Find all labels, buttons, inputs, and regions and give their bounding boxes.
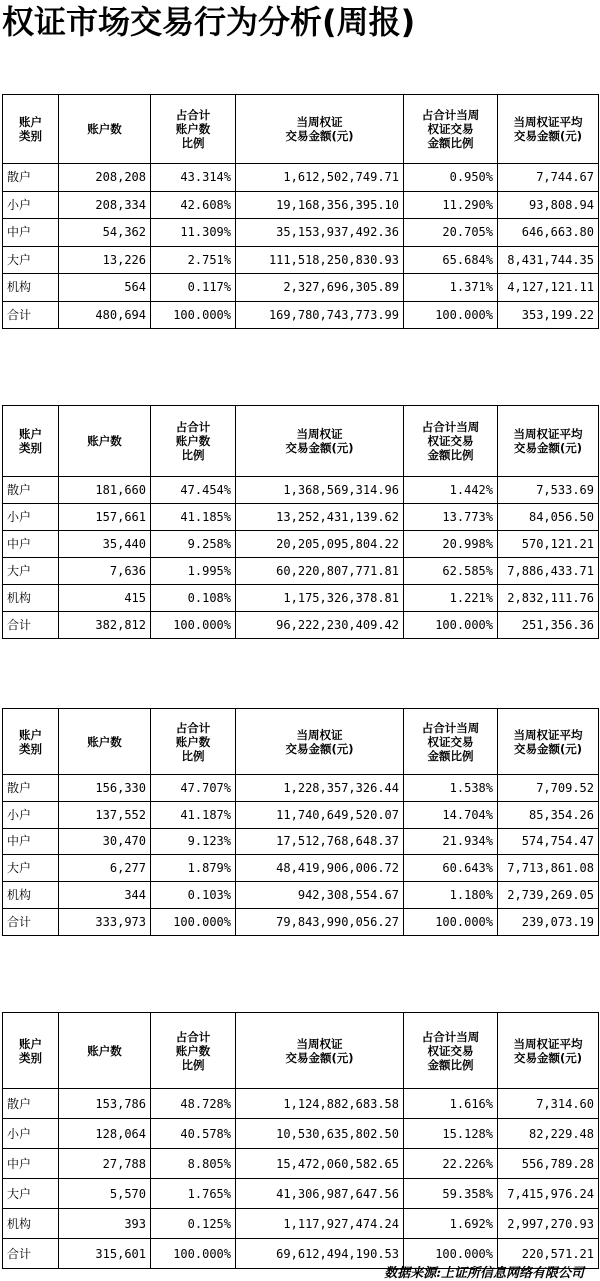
header-line: 当周权证: [296, 1036, 343, 1051]
header-line: 账户数: [175, 734, 211, 749]
cell-avg-amount: 7,713,861.08: [498, 855, 599, 882]
cell-avg-amount: 4,127,121.11: [498, 274, 599, 302]
table-row: [3, 191, 599, 219]
cell-account-count: 156,330: [59, 775, 151, 802]
table-row: [3, 1209, 599, 1239]
cell-account-count: 415: [59, 585, 151, 612]
header-line: 账户数: [87, 1043, 122, 1058]
cell-amount-ratio: 11.290%: [404, 191, 498, 219]
cell-avg-amount: 85,354.26: [498, 801, 599, 828]
header-account-type: [3, 406, 59, 477]
cell-trade-amount: 35,153,937,492.36: [236, 219, 404, 247]
cell-account-ratio: 2.751%: [151, 246, 236, 274]
cell-account-ratio: 11.309%: [151, 219, 236, 247]
cell-trade-amount: 17,512,768,648.37: [236, 828, 404, 855]
header-line: 账户: [19, 1036, 42, 1051]
cell-trade-amount: 2,327,696,305.89: [236, 274, 404, 302]
header-line: 占合计: [175, 420, 211, 434]
cell-account-count: 5,570: [59, 1179, 151, 1209]
table-row: [3, 612, 599, 639]
header-line: 权证交易: [427, 434, 474, 448]
table-row: [3, 274, 599, 302]
weekly-table-1: [2, 94, 599, 329]
header-avg-amount: [498, 95, 599, 164]
cell-account-type: 中户: [3, 219, 59, 247]
header-account-ratio: [151, 1013, 236, 1089]
cell-account-count: 480,694: [59, 301, 151, 329]
cell-avg-amount: 8,431,744.35: [498, 246, 599, 274]
header-account-type: [3, 1013, 59, 1089]
cell-account-type: 小户: [3, 1119, 59, 1149]
cell-account-type: 合计: [3, 301, 59, 329]
cell-account-ratio: 40.578%: [151, 1119, 236, 1149]
header-account-ratio: [151, 406, 236, 477]
cell-avg-amount: 7,415,976.24: [498, 1179, 599, 1209]
header-line: 账户数: [87, 122, 122, 136]
cell-amount-ratio: 1.538%: [404, 775, 498, 802]
weekly-table-4: [2, 1012, 599, 1269]
table-row: [3, 775, 599, 802]
cell-trade-amount: 19,168,356,395.10: [236, 191, 404, 219]
header-line: 账户数: [87, 734, 122, 749]
cell-avg-amount: 7,709.52: [498, 775, 599, 802]
cell-account-ratio: 100.000%: [151, 1239, 236, 1269]
header-line: 账户: [19, 727, 42, 742]
cell-trade-amount: 13,252,431,139.62: [236, 504, 404, 531]
header-line: 金额比例: [427, 1057, 474, 1072]
header-line: 账户数: [87, 434, 122, 448]
cell-avg-amount: 239,073.19: [498, 908, 599, 935]
cell-account-ratio: 0.117%: [151, 274, 236, 302]
cell-account-ratio: 47.707%: [151, 775, 236, 802]
cell-trade-amount: 1,612,502,749.71: [236, 164, 404, 192]
cell-account-type: 小户: [3, 504, 59, 531]
cell-account-type: 合计: [3, 1239, 59, 1269]
cell-account-type: 中户: [3, 828, 59, 855]
cell-trade-amount: 1,175,326,378.81: [236, 585, 404, 612]
header-line: 占合计: [175, 1029, 211, 1044]
table-row: [3, 301, 599, 329]
header-line: 比例: [181, 748, 205, 763]
cell-account-type: 散户: [3, 1089, 59, 1119]
cell-account-ratio: 43.314%: [151, 164, 236, 192]
header-trade-amount: [236, 406, 404, 477]
header-line: 金额比例: [427, 136, 474, 150]
header-avg-amount: [498, 709, 599, 775]
cell-account-ratio: 1.995%: [151, 558, 236, 585]
cell-account-type: 散户: [3, 775, 59, 802]
header-line: 占合计: [175, 720, 211, 735]
cell-avg-amount: 2,997,270.93: [498, 1209, 599, 1239]
table-row: [3, 801, 599, 828]
cell-amount-ratio: 20.998%: [404, 531, 498, 558]
cell-account-count: 344: [59, 882, 151, 909]
table-row: [3, 558, 599, 585]
header-line: 类别: [19, 129, 42, 143]
cell-account-count: 393: [59, 1209, 151, 1239]
cell-account-count: 7,636: [59, 558, 151, 585]
header-line: 账户数: [175, 122, 211, 136]
cell-account-count: 208,334: [59, 191, 151, 219]
table-row: [3, 504, 599, 531]
header-line: 当周权证平均: [513, 427, 583, 441]
weekly-table-2: [2, 405, 599, 639]
cell-amount-ratio: 59.358%: [404, 1179, 498, 1209]
cell-account-type: 机构: [3, 274, 59, 302]
cell-trade-amount: 111,518,250,830.93: [236, 246, 404, 274]
cell-account-count: 153,786: [59, 1089, 151, 1119]
cell-account-type: 中户: [3, 531, 59, 558]
cell-account-ratio: 8.805%: [151, 1149, 236, 1179]
cell-trade-amount: 48,419,906,006.72: [236, 855, 404, 882]
cell-account-count: 27,788: [59, 1149, 151, 1179]
header-line: 类别: [19, 1050, 42, 1065]
header-line: 交易金额(元): [513, 441, 582, 455]
header-line: 交易金额(元): [513, 1050, 582, 1065]
cell-account-count: 35,440: [59, 531, 151, 558]
header-line: 金额比例: [427, 748, 474, 763]
header-line: 类别: [19, 741, 42, 756]
cell-account-type: 合计: [3, 908, 59, 935]
cell-account-count: 30,470: [59, 828, 151, 855]
cell-amount-ratio: 60.643%: [404, 855, 498, 882]
cell-amount-ratio: 62.585%: [404, 558, 498, 585]
cell-trade-amount: 169,780,743,773.99: [236, 301, 404, 329]
cell-amount-ratio: 1.692%: [404, 1209, 498, 1239]
cell-account-type: 大户: [3, 1179, 59, 1209]
header-line: 交易金额(元): [285, 441, 354, 455]
header-avg-amount: [498, 1013, 599, 1089]
cell-avg-amount: 251,356.36: [498, 612, 599, 639]
cell-account-ratio: 48.728%: [151, 1089, 236, 1119]
cell-account-count: 13,226: [59, 246, 151, 274]
cell-trade-amount: 15,472,060,582.65: [236, 1149, 404, 1179]
header-account-type: [3, 709, 59, 775]
header-line: 当周权证平均: [513, 727, 583, 742]
cell-account-ratio: 100.000%: [151, 301, 236, 329]
cell-account-type: 小户: [3, 191, 59, 219]
cell-trade-amount: 942,308,554.67: [236, 882, 404, 909]
cell-trade-amount: 60,220,807,771.81: [236, 558, 404, 585]
cell-account-type: 大户: [3, 246, 59, 274]
cell-account-ratio: 100.000%: [151, 908, 236, 935]
header-line: 当周权证平均: [513, 115, 583, 129]
cell-avg-amount: 7,533.69: [498, 477, 599, 504]
table-header-row: [3, 1013, 599, 1089]
cell-amount-ratio: 1.180%: [404, 882, 498, 909]
header-line: 交易金额(元): [285, 741, 354, 756]
cell-amount-ratio: 1.442%: [404, 477, 498, 504]
header-line: 比例: [181, 448, 205, 462]
table-row: [3, 219, 599, 247]
cell-account-type: 机构: [3, 585, 59, 612]
cell-account-ratio: 100.000%: [151, 612, 236, 639]
cell-account-count: 382,812: [59, 612, 151, 639]
header-line: 当周权证: [296, 427, 343, 441]
header-amount-ratio: [404, 95, 498, 164]
cell-amount-ratio: 22.226%: [404, 1149, 498, 1179]
cell-account-type: 机构: [3, 1209, 59, 1239]
cell-account-type: 机构: [3, 882, 59, 909]
cell-account-type: 大户: [3, 558, 59, 585]
table-header-row: [3, 406, 599, 477]
header-account-ratio: [151, 95, 236, 164]
cell-account-type: 中户: [3, 1149, 59, 1179]
header-line: 金额比例: [427, 448, 474, 462]
header-amount-ratio: [404, 709, 498, 775]
header-trade-amount: [236, 1013, 404, 1089]
header-line: 交易金额(元): [513, 741, 582, 756]
table-header-row: [3, 95, 599, 164]
cell-avg-amount: 646,663.80: [498, 219, 599, 247]
header-amount-ratio: [404, 1013, 498, 1089]
header-line: 权证交易: [427, 122, 474, 136]
cell-account-ratio: 0.103%: [151, 882, 236, 909]
table-row: [3, 1119, 599, 1149]
header-account-ratio: [151, 709, 236, 775]
data-source-note: 数据来源:上证所信息网络有限公司: [384, 1266, 584, 1281]
table-row: [3, 1179, 599, 1209]
header-line: 占合计当周: [421, 1029, 480, 1044]
cell-account-ratio: 42.608%: [151, 191, 236, 219]
cell-account-count: 54,362: [59, 219, 151, 247]
table-row: [3, 1149, 599, 1179]
cell-avg-amount: 7,744.67: [498, 164, 599, 192]
cell-trade-amount: 1,124,882,683.58: [236, 1089, 404, 1119]
cell-amount-ratio: 100.000%: [404, 1239, 498, 1269]
table-row: [3, 1089, 599, 1119]
header-line: 权证交易: [427, 1043, 474, 1058]
cell-account-count: 137,552: [59, 801, 151, 828]
cell-trade-amount: 10,530,635,802.50: [236, 1119, 404, 1149]
cell-amount-ratio: 65.684%: [404, 246, 498, 274]
table-row: [3, 585, 599, 612]
cell-account-count: 6,277: [59, 855, 151, 882]
cell-avg-amount: 82,229.48: [498, 1119, 599, 1149]
cell-avg-amount: 84,056.50: [498, 504, 599, 531]
cell-amount-ratio: 1.371%: [404, 274, 498, 302]
cell-trade-amount: 1,117,927,474.24: [236, 1209, 404, 1239]
cell-trade-amount: 69,612,494,190.53: [236, 1239, 404, 1269]
table-row: [3, 828, 599, 855]
table-row: [3, 531, 599, 558]
cell-amount-ratio: 14.704%: [404, 801, 498, 828]
cell-amount-ratio: 1.616%: [404, 1089, 498, 1119]
cell-account-ratio: 9.258%: [151, 531, 236, 558]
header-line: 占合计当周: [421, 420, 480, 434]
cell-amount-ratio: 100.000%: [404, 908, 498, 935]
cell-account-type: 大户: [3, 855, 59, 882]
header-trade-amount: [236, 709, 404, 775]
cell-account-count: 315,601: [59, 1239, 151, 1269]
header-line: 当周权证: [296, 115, 343, 129]
header-line: 交易金额(元): [285, 129, 354, 143]
header-line: 类别: [19, 441, 42, 455]
cell-account-ratio: 47.454%: [151, 477, 236, 504]
cell-amount-ratio: 1.221%: [404, 585, 498, 612]
cell-account-ratio: 9.123%: [151, 828, 236, 855]
header-account-count: [59, 1013, 151, 1089]
cell-account-ratio: 41.187%: [151, 801, 236, 828]
header-line: 占合计当周: [421, 720, 480, 735]
cell-avg-amount: 353,199.22: [498, 301, 599, 329]
cell-account-count: 564: [59, 274, 151, 302]
header-line: 当周权证平均: [513, 1036, 583, 1051]
header-account-type: [3, 95, 59, 164]
cell-trade-amount: 20,205,095,804.22: [236, 531, 404, 558]
cell-account-count: 181,660: [59, 477, 151, 504]
table-row: [3, 164, 599, 192]
header-line: 交易金额(元): [513, 129, 582, 143]
table-row: [3, 882, 599, 909]
cell-account-ratio: 41.185%: [151, 504, 236, 531]
cell-amount-ratio: 21.934%: [404, 828, 498, 855]
header-account-count: [59, 95, 151, 164]
header-trade-amount: [236, 95, 404, 164]
cell-amount-ratio: 100.000%: [404, 301, 498, 329]
cell-account-count: 208,208: [59, 164, 151, 192]
cell-account-type: 合计: [3, 612, 59, 639]
cell-amount-ratio: 13.773%: [404, 504, 498, 531]
table-row: [3, 246, 599, 274]
cell-account-ratio: 0.125%: [151, 1209, 236, 1239]
header-line: 占合计当周: [421, 108, 480, 122]
cell-avg-amount: 556,789.28: [498, 1149, 599, 1179]
cell-account-count: 157,661: [59, 504, 151, 531]
cell-account-type: 散户: [3, 477, 59, 504]
cell-avg-amount: 2,832,111.76: [498, 585, 599, 612]
table-row: [3, 908, 599, 935]
cell-trade-amount: 79,843,990,056.27: [236, 908, 404, 935]
cell-avg-amount: 2,739,269.05: [498, 882, 599, 909]
cell-account-ratio: 1.879%: [151, 855, 236, 882]
cell-trade-amount: 96,222,230,409.42: [236, 612, 404, 639]
header-amount-ratio: [404, 406, 498, 477]
cell-account-type: 散户: [3, 164, 59, 192]
header-account-count: [59, 709, 151, 775]
cell-avg-amount: 93,808.94: [498, 191, 599, 219]
cell-amount-ratio: 0.950%: [404, 164, 498, 192]
header-line: 权证交易: [427, 734, 474, 749]
header-line: 比例: [181, 1057, 205, 1072]
cell-trade-amount: 11,740,649,520.07: [236, 801, 404, 828]
cell-trade-amount: 41,306,987,647.56: [236, 1179, 404, 1209]
cell-account-ratio: 1.765%: [151, 1179, 236, 1209]
table-row: [3, 855, 599, 882]
header-line: 比例: [181, 136, 205, 150]
cell-avg-amount: 574,754.47: [498, 828, 599, 855]
page-title: 权证市场交易行为分析(周报): [2, 3, 416, 41]
header-line: 账户数: [175, 1043, 211, 1058]
cell-amount-ratio: 20.705%: [404, 219, 498, 247]
table-header-row: [3, 709, 599, 775]
cell-trade-amount: 1,228,357,326.44: [236, 775, 404, 802]
header-line: 账户: [19, 427, 42, 441]
cell-account-ratio: 0.108%: [151, 585, 236, 612]
cell-avg-amount: 220,571.21: [498, 1239, 599, 1269]
cell-amount-ratio: 15.128%: [404, 1119, 498, 1149]
cell-avg-amount: 7,886,433.71: [498, 558, 599, 585]
cell-avg-amount: 570,121.21: [498, 531, 599, 558]
cell-account-type: 小户: [3, 801, 59, 828]
cell-amount-ratio: 100.000%: [404, 612, 498, 639]
table-row: [3, 477, 599, 504]
cell-account-count: 128,064: [59, 1119, 151, 1149]
header-line: 占合计: [175, 108, 211, 122]
header-line: 交易金额(元): [285, 1050, 354, 1065]
cell-trade-amount: 1,368,569,314.96: [236, 477, 404, 504]
header-line: 当周权证: [296, 727, 343, 742]
header-account-count: [59, 406, 151, 477]
header-line: 账户数: [175, 434, 211, 448]
weekly-table-3: [2, 708, 599, 936]
cell-avg-amount: 7,314.60: [498, 1089, 599, 1119]
header-line: 账户: [19, 115, 42, 129]
header-avg-amount: [498, 406, 599, 477]
cell-account-count: 333,973: [59, 908, 151, 935]
